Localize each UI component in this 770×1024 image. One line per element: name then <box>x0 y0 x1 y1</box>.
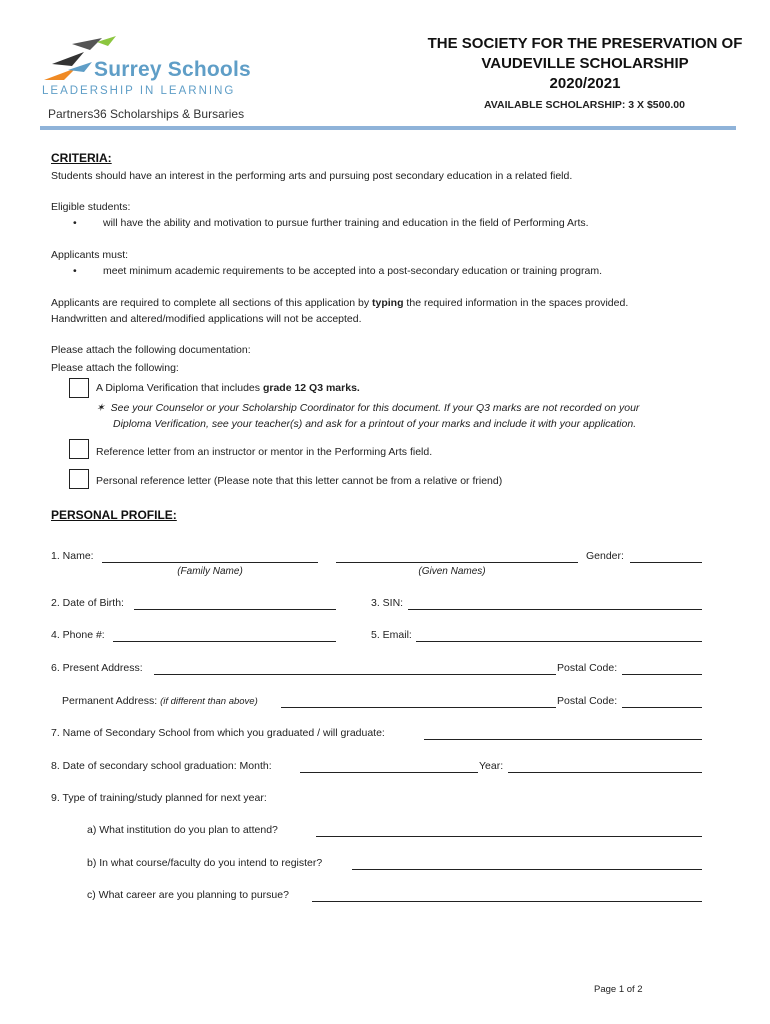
personal-reference-checkbox[interactable] <box>69 469 89 489</box>
dob-label: 2. Date of Birth: <box>51 597 124 609</box>
attach-documentation-label: Please attach the following documentation: <box>51 344 251 356</box>
diploma-note <box>96 400 639 432</box>
graduation-year-field[interactable] <box>508 760 702 773</box>
gender-label: Gender: <box>586 550 624 562</box>
complete-instructions <box>51 295 628 311</box>
permanent-address-text: Permanent Address: <box>62 695 158 707</box>
attach-following-label: Please attach the following: <box>51 362 179 374</box>
dob-field[interactable] <box>134 597 336 610</box>
profile-heading: PERSONAL PROFILE: <box>51 508 177 522</box>
training-type-label: 9. Type of training/study planned for next year: <box>51 792 267 804</box>
applicants-label: Applicants must: <box>51 249 129 261</box>
logo-leaf-green <box>97 36 116 46</box>
course-faculty-label: b) In what course/faculty do you intend to register? <box>87 857 323 869</box>
career-label: c) What career are you planning to pursue? <box>87 889 289 901</box>
complete-text-bold: typing <box>372 297 404 309</box>
logo-leaf-dark-1 <box>72 38 102 50</box>
doc1-text: A Diploma Verification that includes <box>96 382 263 394</box>
present-address-field[interactable] <box>154 662 556 675</box>
logo-name: Surrey Schools <box>94 58 251 81</box>
page-number: Page 1 of 2 <box>594 984 643 995</box>
present-postal-label: Postal Code: <box>557 662 618 674</box>
institution-label: a) What institution do you plan to attend? <box>87 824 278 836</box>
email-label: 5. Email: <box>371 629 412 641</box>
title-line-2: VAUDEVILLE SCHOLARSHIP <box>481 55 689 72</box>
logo-tagline: LEADERSHIP IN LEARNING <box>42 85 236 97</box>
partners-label: Partners36 Scholarships & Bursaries <box>48 107 245 121</box>
diploma-verification-label <box>96 380 360 396</box>
star-icon: ✶ <box>96 402 105 414</box>
logo-leaf-dark-2 <box>52 52 84 66</box>
available-scholarship: AVAILABLE SCHOLARSHIP: 3 X $500.00 <box>484 99 685 111</box>
permanent-postal-label: Postal Code: <box>557 695 618 707</box>
email-field[interactable] <box>416 629 702 642</box>
permanent-address-note: (if different than above) <box>160 696 258 707</box>
handwritten-notice: Handwritten and altered/modified applications will not be accepted. <box>51 313 362 325</box>
diploma-verification-checkbox[interactable] <box>69 378 89 398</box>
criteria-intro: Students should have an interest in the performing arts and pursuing post secondary education in a related field. <box>51 170 573 182</box>
sin-label: 3. SIN: <box>371 597 404 609</box>
career-field[interactable] <box>312 889 702 902</box>
eligible-bullet-text: will have the ability and motivation to pursue further training and education in the field of Performing Arts. <box>103 217 589 229</box>
diploma-note-line-2: Diploma Verification, see your teacher(s) and ask for a printout of your marks and include it with your application. <box>113 418 637 430</box>
graduation-month-field[interactable] <box>300 760 478 773</box>
personal-reference-label: Personal reference letter (Please note that this letter cannot be from a relative or friend) <box>96 475 503 487</box>
gender-field[interactable] <box>630 550 702 563</box>
applicants-bullet-item <box>51 263 741 279</box>
name-label: 1. Name: <box>51 550 94 562</box>
family-name-field[interactable] <box>102 550 318 563</box>
title-line-3: 2020/2021 <box>549 75 621 92</box>
given-names-caption: (Given Names) <box>418 566 486 577</box>
secondary-school-field[interactable] <box>424 727 702 740</box>
phone-field[interactable] <box>113 629 336 642</box>
permanent-address-field[interactable] <box>281 695 556 708</box>
present-address-label: 6. Present Address: <box>51 662 143 674</box>
complete-text-pre: Applicants are required to complete all sections of this application by <box>51 297 373 309</box>
complete-text-post: the required information in the spaces provided. <box>403 297 629 309</box>
page-title <box>420 34 750 94</box>
graduation-month-label: 8. Date of secondary school graduation: Month: <box>51 760 272 772</box>
course-faculty-field[interactable] <box>352 857 702 870</box>
bullet-icon: • <box>73 217 77 229</box>
reference-letter-checkbox[interactable] <box>69 439 89 459</box>
present-postal-field[interactable] <box>622 662 702 675</box>
diploma-note-line-1: See your Counselor or your Scholarship Coordinator for this document. If your Q3 marks are not recorded on your <box>110 402 640 414</box>
given-names-field[interactable] <box>336 550 578 563</box>
phone-label: 4. Phone #: <box>51 629 105 641</box>
family-name-caption: (Family Name) <box>177 566 243 577</box>
eligible-bullet-item <box>51 215 741 231</box>
header-divider <box>40 126 736 130</box>
permanent-address-label <box>62 695 258 707</box>
doc1-bold-text: grade 12 Q3 marks. <box>262 382 360 394</box>
secondary-school-label: 7. Name of Secondary School from which you graduated / will graduate: <box>51 727 385 739</box>
criteria-heading: CRITERIA: <box>51 151 112 165</box>
graduation-year-label: Year: <box>479 760 504 772</box>
reference-letter-label: Reference letter from an instructor or mentor in the Performing Arts field. <box>96 446 433 458</box>
institution-field[interactable] <box>316 824 702 837</box>
eligible-label: Eligible students: <box>51 201 131 213</box>
sin-field[interactable] <box>408 597 702 610</box>
bullet-icon: • <box>73 265 77 277</box>
permanent-postal-field[interactable] <box>622 695 702 708</box>
applicants-bullet-text: meet minimum academic requirements to be accepted into a post-secondary education or training program. <box>103 265 603 277</box>
title-line-1: THE SOCIETY FOR THE PRESERVATION OF <box>427 35 743 52</box>
